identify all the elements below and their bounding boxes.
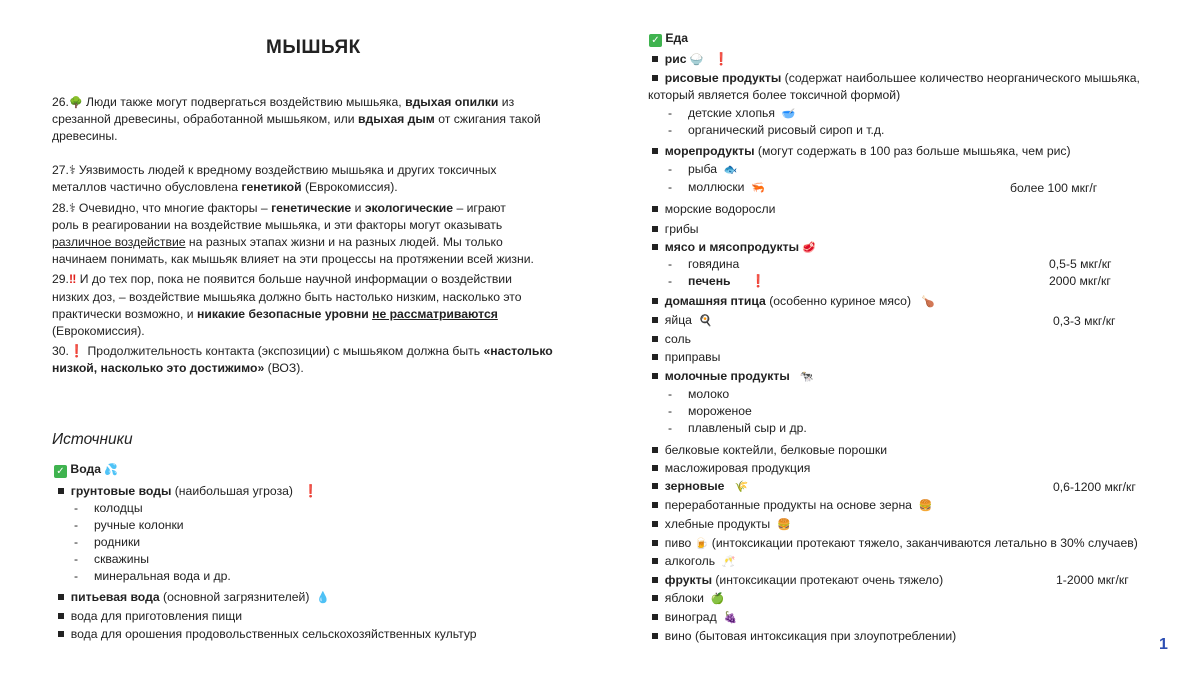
list-item: зерновые 🌾 <box>652 479 748 493</box>
shrimp-icon: 🦐 <box>751 182 765 194</box>
fried-egg-icon: 🍳 <box>698 315 713 327</box>
cow-icon: 🐄 <box>799 371 814 383</box>
bullet-icon <box>58 594 64 600</box>
list-item: приправы <box>652 350 720 364</box>
list-item: морские водоросли <box>652 202 775 216</box>
bullet-icon <box>652 465 658 471</box>
concentration-value: более 100 мкг/г <box>1010 181 1098 195</box>
rice-icon: 🍚 <box>689 54 704 66</box>
paragraph-30-line-1: 30.❗ Продолжительность контакта (экспозиции) с мышьяком должна быть «настолько <box>52 344 553 358</box>
list-item: морепродукты (могут содержать в 100 раз больше мышьяка, чем рис) <box>652 144 1071 158</box>
paragraph-28-line-3: различное воздействие на разных этапах жизни и на разных людей. Мы только <box>52 235 503 249</box>
bullet-icon <box>652 614 658 620</box>
beer-icon: 🍺 <box>694 538 709 550</box>
concentration-value: 0,3-3 мкг/кг <box>1053 314 1116 328</box>
paragraph-28-line-2: роль в реагировании на воздействие мышьяка, и эти факторы могут оказывать <box>52 218 503 232</box>
list-item: вино (бытовая интоксикация при злоупотреблении) <box>652 629 956 643</box>
list-item: вода для приготовления пищи <box>58 609 242 623</box>
concentration-value: 0,6-1200 мкг/кг <box>1053 480 1136 494</box>
list-item: питьевая вода (основной загрязнителей) 💧 <box>58 590 330 604</box>
bowl-icon: 🥣 <box>781 108 796 120</box>
exclamation-icon: ❗ <box>750 274 767 288</box>
list-item: - колодцы <box>74 501 143 515</box>
bullet-icon <box>652 226 658 232</box>
list-item: - плавленый сыр и др. <box>668 421 807 435</box>
list-item: яйца 🍳 <box>652 313 712 327</box>
bullet-icon <box>652 148 658 154</box>
bullet-icon <box>58 488 64 494</box>
medical-icon: ⚕ <box>68 163 76 177</box>
bullet-icon <box>652 558 658 564</box>
droplets-icon: 💦 <box>104 464 119 476</box>
list-item: - говядина <box>668 257 740 271</box>
list-item: масложировая продукция <box>652 461 810 475</box>
page-title: МЫШЬЯК <box>266 37 361 58</box>
list-item: - печень ❗ <box>668 274 767 288</box>
paragraph-30-line-2: низкой, насколько это достижимо» (ВОЗ). <box>52 361 304 375</box>
bullet-icon <box>652 540 658 546</box>
list-item: яблоки 🍏 <box>652 591 724 605</box>
list-item: рис 🍚 ❗ <box>652 52 729 66</box>
paragraph-28-line-4: начинаем понимать, как мышьяк влияет на эти процессы на протяжении всей жизни. <box>52 252 534 266</box>
bullet-icon <box>652 354 658 360</box>
list-item: - рыба 🐟 <box>668 162 738 176</box>
list-item: - органический рисовый сироп и т.д. <box>668 123 885 137</box>
list-item: соль <box>652 332 691 346</box>
list-item: - молоко <box>668 387 730 401</box>
list-item: белковые коктейли, белковые порошки <box>652 443 887 457</box>
meat-icon: 🥩 <box>802 242 817 254</box>
bullet-icon <box>58 613 64 619</box>
concentration-value: 1-2000 мкг/кг <box>1056 573 1129 587</box>
bullet-icon <box>652 75 658 81</box>
paragraph-29-line-2: низких доз, – воздействие мышьяка должно быть настолько низким, насколько это <box>52 290 522 304</box>
bullet-icon <box>652 56 658 62</box>
paragraph-27-line-1: 27.⚕ Уязвимость людей к вредному воздействию мышьяка и других токсичных <box>52 163 497 177</box>
list-item-continuation: который является более токсичной формой) <box>648 88 901 102</box>
droplet-icon: 💧 <box>316 592 330 604</box>
paragraph-26-line-2: срезанной древесины, обработанной мышьяком, или вдыхая дым от сжигания такой <box>52 112 541 126</box>
water-heading: ✓ Вода 💦 <box>54 462 118 478</box>
list-item: - мороженое <box>668 404 752 418</box>
concentration-value: 0,5-5 мкг/кг <box>1049 257 1112 271</box>
exclamation-icon: ❗ <box>713 52 729 66</box>
paragraph-27-line-2: металлов частично обусловлена генетикой (Еврокомиссия). <box>52 180 398 194</box>
paragraph-29-line-1: 29.‼ И до тех пор, пока не появится больше научной информации о воздействии <box>52 272 512 286</box>
bullet-icon <box>652 373 658 379</box>
list-item: алкоголь 🥂 <box>652 554 736 568</box>
list-item: - скважины <box>74 552 149 566</box>
list-item: хлебные продукты 🍔 <box>652 517 791 531</box>
fish-icon: 🐟 <box>723 164 738 176</box>
list-item: - родники <box>74 535 141 549</box>
drumstick-icon: 🍗 <box>921 296 935 308</box>
list-item: фрукты (интоксикации протекают очень тяжело) <box>652 573 943 587</box>
list-item: мясо и мясопродукты 🥩 <box>652 240 816 254</box>
double-exclamation-icon: ‼ <box>68 272 77 286</box>
list-item: рисовые продукты (содержат наибольшее количество неорганического мышьяка, <box>652 71 1140 85</box>
paragraph-26-line-3: древесины. <box>52 129 118 143</box>
bullet-icon <box>652 447 658 453</box>
bullet-icon <box>652 521 658 527</box>
checkmark-icon: ✓ <box>649 34 662 47</box>
page-number: 1 <box>1159 636 1168 653</box>
bullet-icon <box>652 317 658 323</box>
paragraph-number: 26. <box>52 95 69 109</box>
apple-icon: 🍏 <box>710 593 725 605</box>
concentration-value: 2000 мкг/кг <box>1049 274 1111 288</box>
glasses-icon: 🥂 <box>721 556 736 568</box>
grapes-icon: 🍇 <box>723 612 738 624</box>
bullet-icon <box>652 483 658 489</box>
medical-icon: ⚕ <box>68 201 76 215</box>
wheat-icon: 🌾 <box>734 481 749 493</box>
bullet-icon <box>652 502 658 508</box>
list-item: грунтовые воды (наибольшая угроза) ❗ <box>58 484 318 498</box>
bullet-icon <box>652 298 658 304</box>
paragraph-28-line-1: 28.⚕ Очевидно, что многие факторы – генетические и экологические – играют <box>52 201 506 215</box>
bullet-icon <box>652 244 658 250</box>
burger-icon: 🍔 <box>776 519 791 531</box>
burger-icon: 🍔 <box>918 500 933 512</box>
list-item: пиво 🍺 (интоксикации протекают тяжело, заканчиваются летально в 30% случаев) <box>652 536 1138 550</box>
bullet-icon <box>652 336 658 342</box>
checkmark-icon: ✓ <box>54 465 67 478</box>
sources-heading: Источники <box>52 431 133 448</box>
paragraph-29-line-3: практически возможно, и никакие безопасные уровни не рассматриваются <box>52 307 498 321</box>
paragraph-29-line-4: (Еврокомиссия). <box>52 324 145 338</box>
bullet-icon <box>652 206 658 212</box>
food-heading: ✓ Еда <box>649 31 688 47</box>
bullet-icon <box>652 577 658 583</box>
exclamation-icon: ❗ <box>68 344 85 358</box>
bullet-icon <box>652 633 658 639</box>
paragraph-26-line-1: 26.🌳 Люди также могут подвергаться воздействию мышьяка, вдыхая опилки из <box>52 95 515 109</box>
tree-icon: 🌳 <box>68 97 83 109</box>
list-item: вода для орошения продовольственных сельскохозяйственных культур <box>58 627 477 641</box>
list-item: виноград 🍇 <box>652 610 737 624</box>
list-item: домашняя птица (особенно куриное мясо) 🍗 <box>652 294 935 308</box>
list-item: - ручные колонки <box>74 518 184 532</box>
exclamation-icon: ❗ <box>303 484 319 498</box>
bullet-icon <box>58 631 64 637</box>
list-item: грибы <box>652 222 699 236</box>
list-item: - детские хлопья 🥣 <box>668 106 796 120</box>
list-item: - минеральная вода и др. <box>74 569 231 583</box>
list-item: - моллюски 🦐 <box>668 180 765 194</box>
list-item: переработанные продукты на основе зерна 🍔 <box>652 498 932 512</box>
bullet-icon <box>652 595 658 601</box>
list-item: молочные продукты 🐄 <box>652 369 814 383</box>
